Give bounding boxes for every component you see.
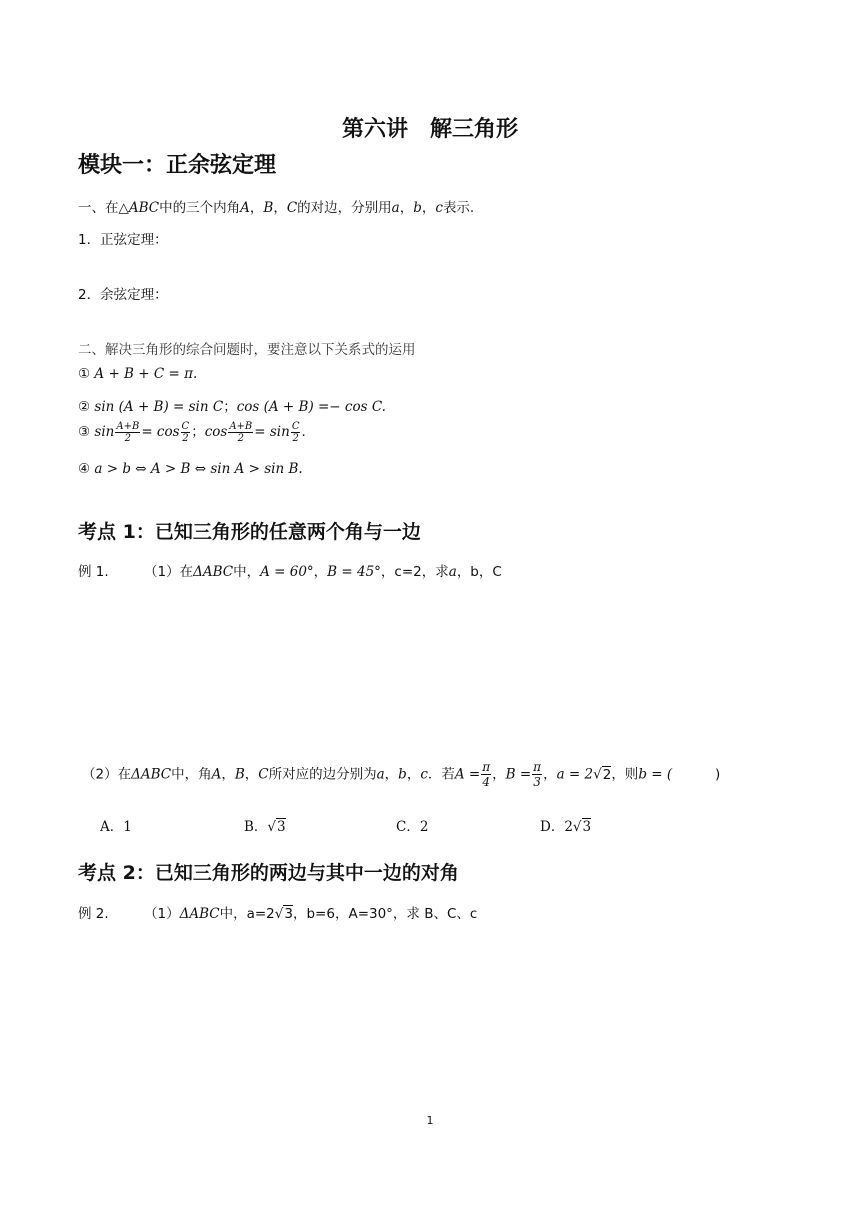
topic1-heading: 考点 1：已知三角形的任意两个角与一边 <box>78 521 421 543</box>
formula-3: ③ sin $\frac{A+B}{2}$ = cos $\frac{C}{2}$ ；cos $\frac{A+B}{2}$ = sin $\frac{C}{2}$ . <box>78 420 306 444</box>
example1-question2: （2）在ΔABC中，角A，B，C所对应的边分别为a，b，c．若A = $\frac{\pi}{4}$ ，B = $\frac{\pi}{3}$ ，a = 2√2，则b = ( ) <box>82 760 721 789</box>
option-a: A．1 <box>100 819 132 835</box>
section2-intro: 二、解决三角形的综合问题时，要注意以下关系式的运用 <box>78 342 416 358</box>
option-b: B．√3 <box>244 819 286 835</box>
example1-label: 例 1. <box>78 564 109 580</box>
formula-4: ④ a > b ⇔ A > B ⇔ sin A > sin B. <box>78 461 303 477</box>
section1-intro: 一、在△ABC中的三个内角A，B，C的对边，分别用a，b，c表示. <box>78 200 475 216</box>
topic2-heading: 考点 2：已知三角形的两边与其中一边的对角 <box>78 862 459 884</box>
cosine-law-item: 2．余弦定理： <box>78 287 168 303</box>
page-number: 1 <box>426 1114 434 1127</box>
option-c: C．2 <box>396 819 429 835</box>
module-heading: 模块一：正余弦定理 <box>78 153 277 178</box>
sine-law-item: 1．正弦定理： <box>78 232 168 248</box>
example2-question1: （1）ΔABC中，a=2√3，b=6，A=30°，求 B、C、c <box>144 906 478 922</box>
formula-1: ① A + B + C = π. <box>78 366 198 382</box>
formula-2: ② sin (A + B) = sin C；cos (A + B) =− cos C. <box>78 399 386 415</box>
example1-question1: （1）在ΔABC中，A = 60°，B = 45°，c=2，求a，b，C <box>144 564 502 580</box>
example2-label: 例 2. <box>78 906 109 922</box>
page-title: 第六讲 解三角形 <box>341 117 518 142</box>
option-d: D．2√3 <box>540 819 592 835</box>
